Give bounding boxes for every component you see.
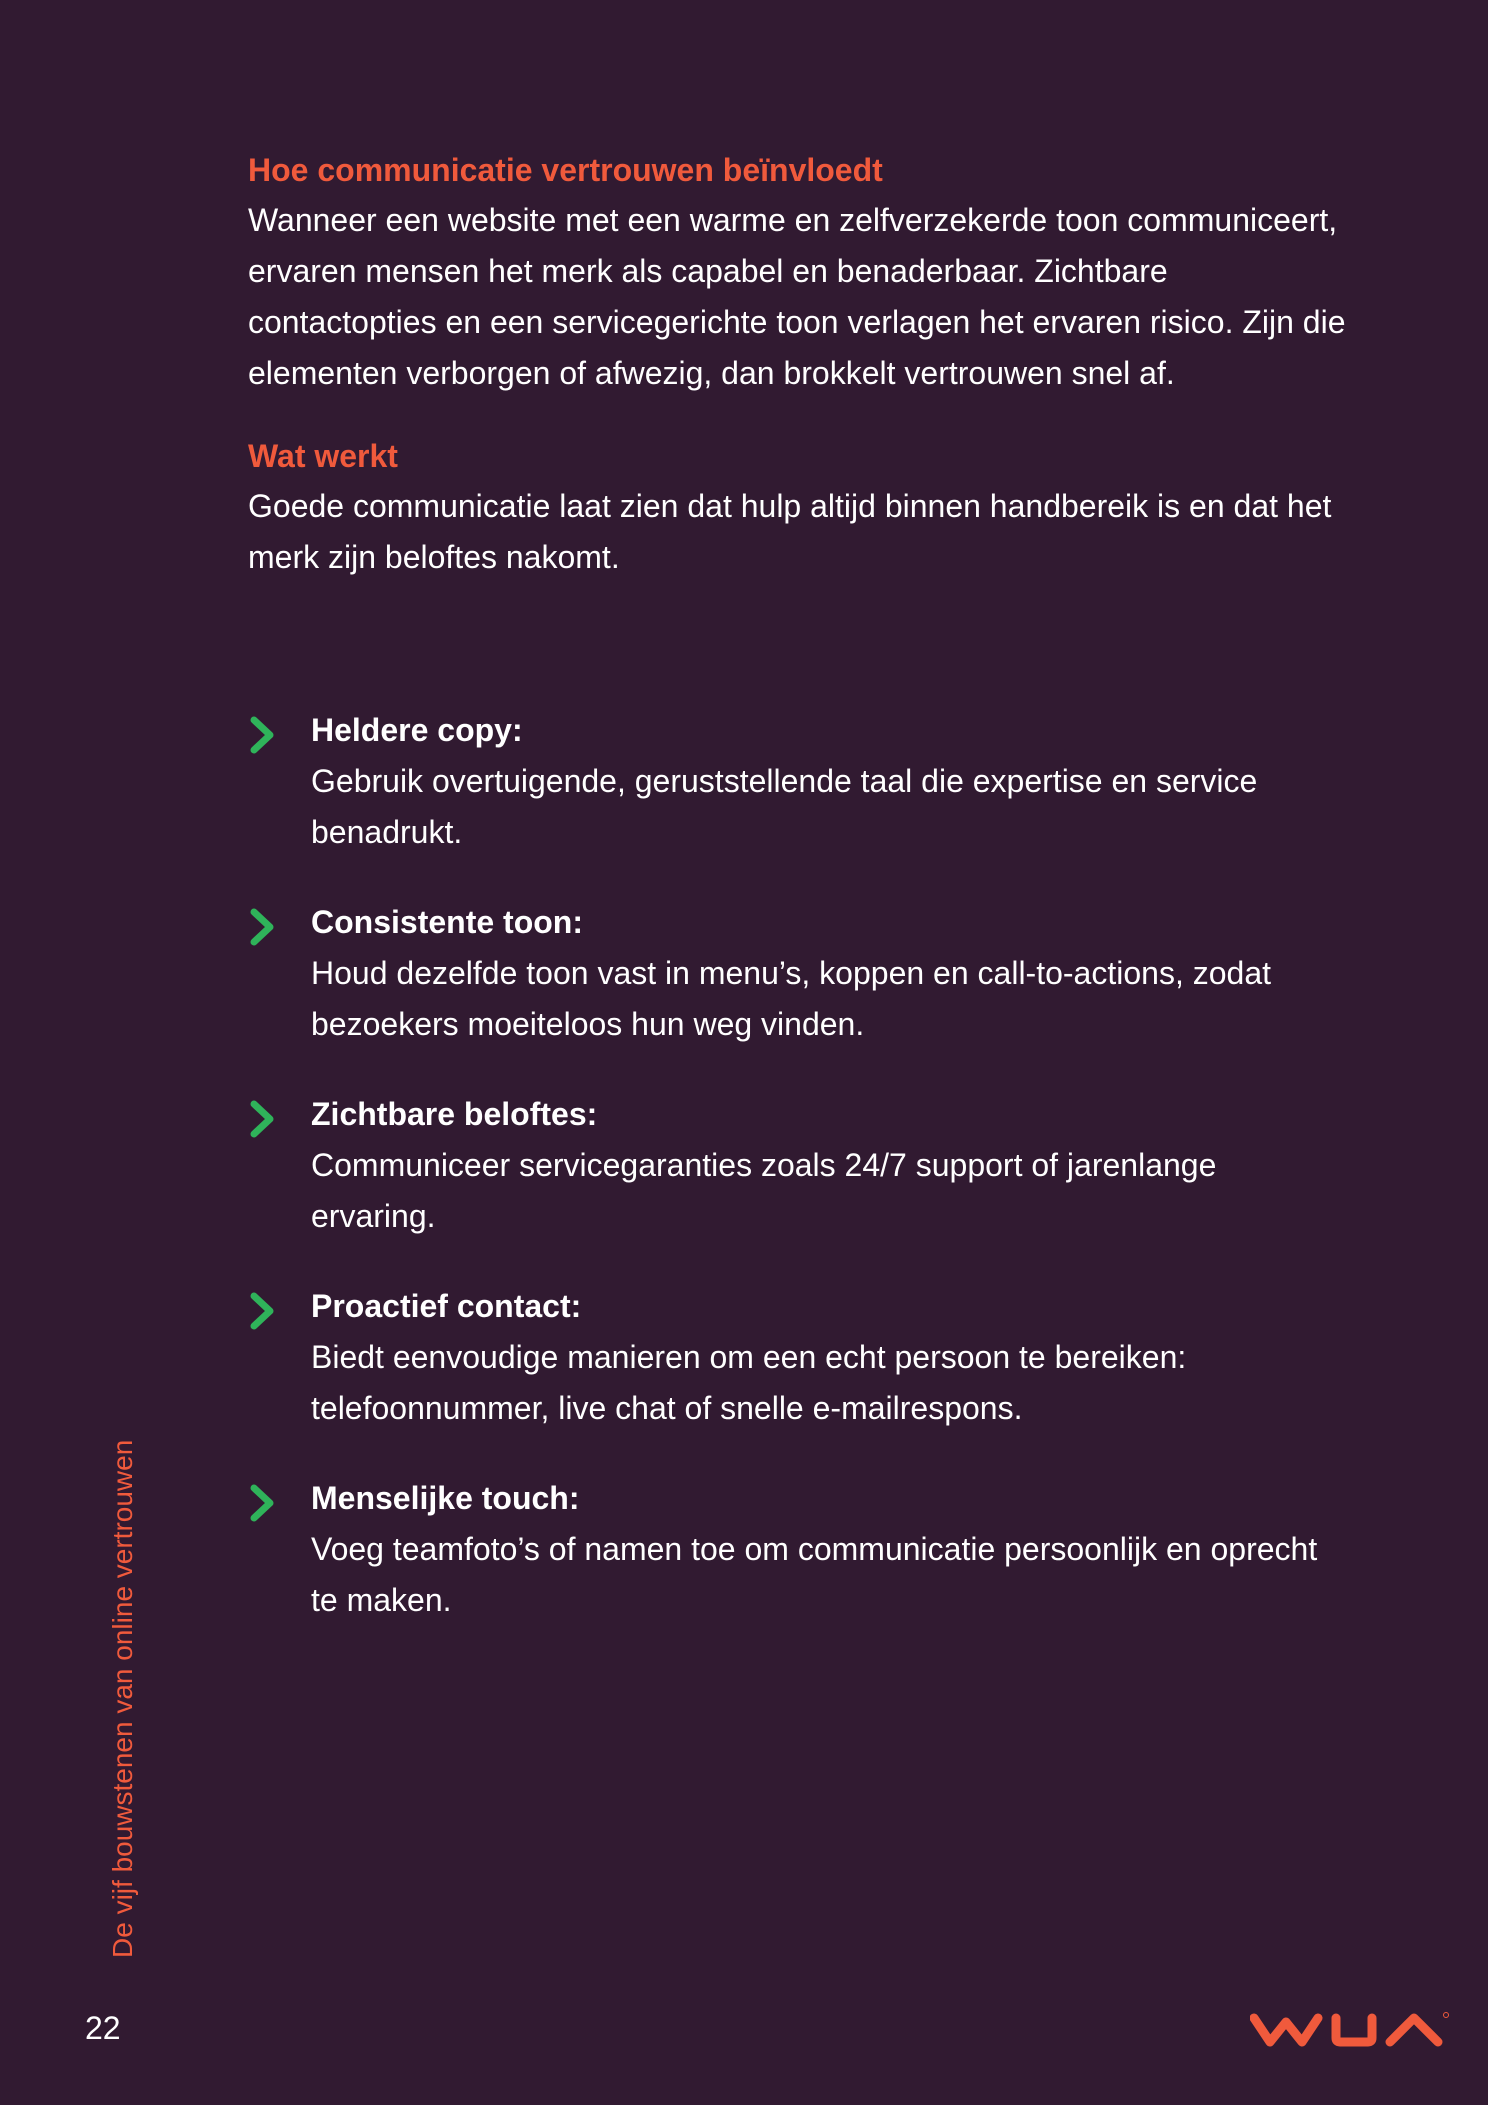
page-number: 22 — [85, 2010, 121, 2046]
section-heading-influence: Hoe communicatie vertrouwen beïnvloedt — [248, 152, 883, 188]
list-item-title: Heldere copy: — [311, 712, 523, 748]
section-body-influence: Wanneer een website met een warme en zelfverzekerde toon communiceert, ervaren mensen het merk als capabel en benaderbaar. Zichtbare contactopties en een servicegerichte toon verlagen het ervaren risico. Zijn die elementen verborgen of afwezig, dan brokkelt vertrouwen snel af. — [248, 202, 1346, 391]
list-item-description: Houd dezelfde toon vast in menu’s, koppen en call-to-actions, zodat bezoekers moeiteloos hun weg vinden. — [311, 955, 1271, 1042]
section-body-what-works: Goede communicatie laat zien dat hulp altijd binnen handbereik is en dat het merk zijn beloftes nakomt. — [248, 488, 1332, 575]
chevron-right-icon — [248, 1484, 280, 1522]
list-item-description: Voeg teamfoto’s of namen toe om communicatie persoonlijk en oprecht te maken. — [311, 1531, 1318, 1618]
list-item-description: Biedt eenvoudige manieren om een echt persoon te bereiken: telefoonnummer, live chat of snelle e-mailrespons. — [311, 1339, 1187, 1426]
list-item — [248, 897, 1348, 1050]
section-heading-what-works: Wat werkt — [248, 438, 398, 474]
main-content — [248, 145, 1348, 583]
list-item — [248, 1473, 1348, 1626]
tips-list — [248, 705, 1348, 1665]
chevron-right-icon — [248, 716, 280, 754]
list-item-title: Consistente toon: — [311, 904, 583, 940]
list-item-description: Gebruik overtuigende, geruststellende taal die expertise en service benadrukt. — [311, 763, 1258, 850]
chevron-right-icon — [248, 1100, 280, 1138]
list-item — [248, 705, 1348, 858]
wua-logo — [1250, 2010, 1450, 2050]
chevron-right-icon — [248, 908, 280, 946]
list-item — [248, 1281, 1348, 1434]
list-item-description: Communiceer servicegaranties zoals 24/7 support of jarenlange ervaring. — [311, 1147, 1217, 1234]
list-item-title: Menselijke touch: — [311, 1480, 580, 1516]
list-item-title: Proactief contact: — [311, 1288, 582, 1324]
side-label: De vijf bouwstenen van online vertrouwen — [107, 1439, 138, 1958]
list-item-title: Zichtbare beloftes: — [311, 1096, 598, 1132]
chevron-right-icon — [248, 1292, 280, 1330]
list-item — [248, 1089, 1348, 1242]
